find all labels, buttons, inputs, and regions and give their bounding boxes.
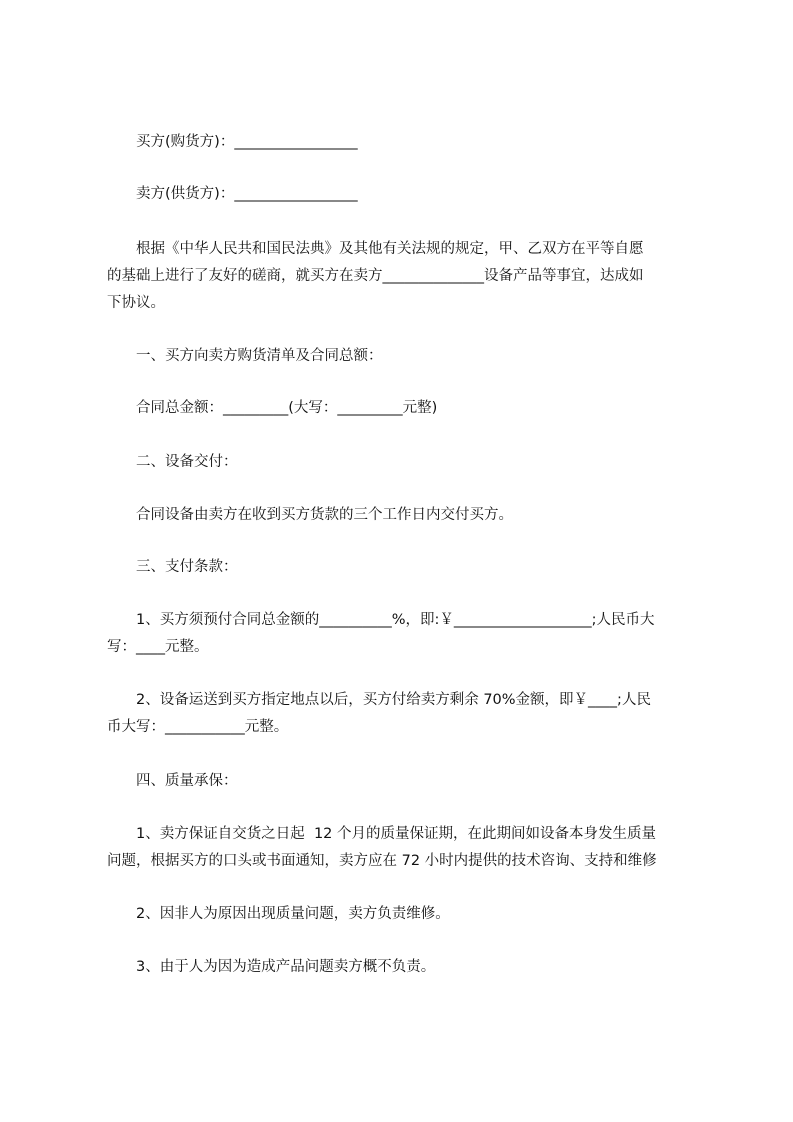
section-2-heading: 二、设备交付：: [136, 454, 238, 470]
seller-line: 卖方(供货方)：_________________: [136, 186, 358, 202]
section-4-heading: 四、质量承保：: [136, 773, 238, 789]
payment-clause-2-line-2: 币大写：___________元整。: [107, 719, 289, 735]
warranty-clause-1-line-2: 问题，根据买方的口头或书面通知，卖方应在 72 小时内提供的技术咨询、支持和维修: [107, 853, 657, 869]
section-3-heading: 三、支付条款：: [136, 559, 238, 575]
delivery-text: 合同设备由卖方在收到买方货款的三个工作日内交付买方。: [136, 507, 513, 523]
intro-line-2: 的基础上进行了友好的磋商，就买方在卖方______________设备产品等事宜，达成如: [107, 268, 644, 284]
payment-clause-1-line-1: 1、买方须预付合同总金额的__________%，即:￥___________________;人民币大: [136, 612, 655, 628]
intro-line-3: 下协议。: [107, 295, 165, 311]
warranty-clause-3: 3、由于人为因为造成产品问题卖方概不负责。: [136, 959, 436, 975]
payment-clause-2-line-1: 2、设备运送到买方指定地点以后，买方付给卖方剩余 70%金额，即￥____;人民: [136, 692, 651, 708]
payment-clause-1-line-2: 写：____元整。: [107, 639, 209, 655]
section-1-heading: 一、买方向卖方购货清单及合同总额：: [136, 348, 383, 364]
warranty-clause-1-line-1: 1、卖方保证自交货之日起 12 个月的质量保证期，在此期间如设备本身发生质量: [136, 826, 657, 842]
intro-line-1: 根据《中华人民共和国民法典》及其他有关法规的规定，甲、乙双方在平等自愿: [136, 241, 644, 257]
warranty-clause-2: 2、因非人为原因出现质量问题，卖方负责维修。: [136, 906, 450, 922]
buyer-line: 买方(购货方)：_________________: [136, 134, 358, 150]
contract-total-line: 合同总金额：_________(大写：_________元整): [136, 400, 438, 416]
